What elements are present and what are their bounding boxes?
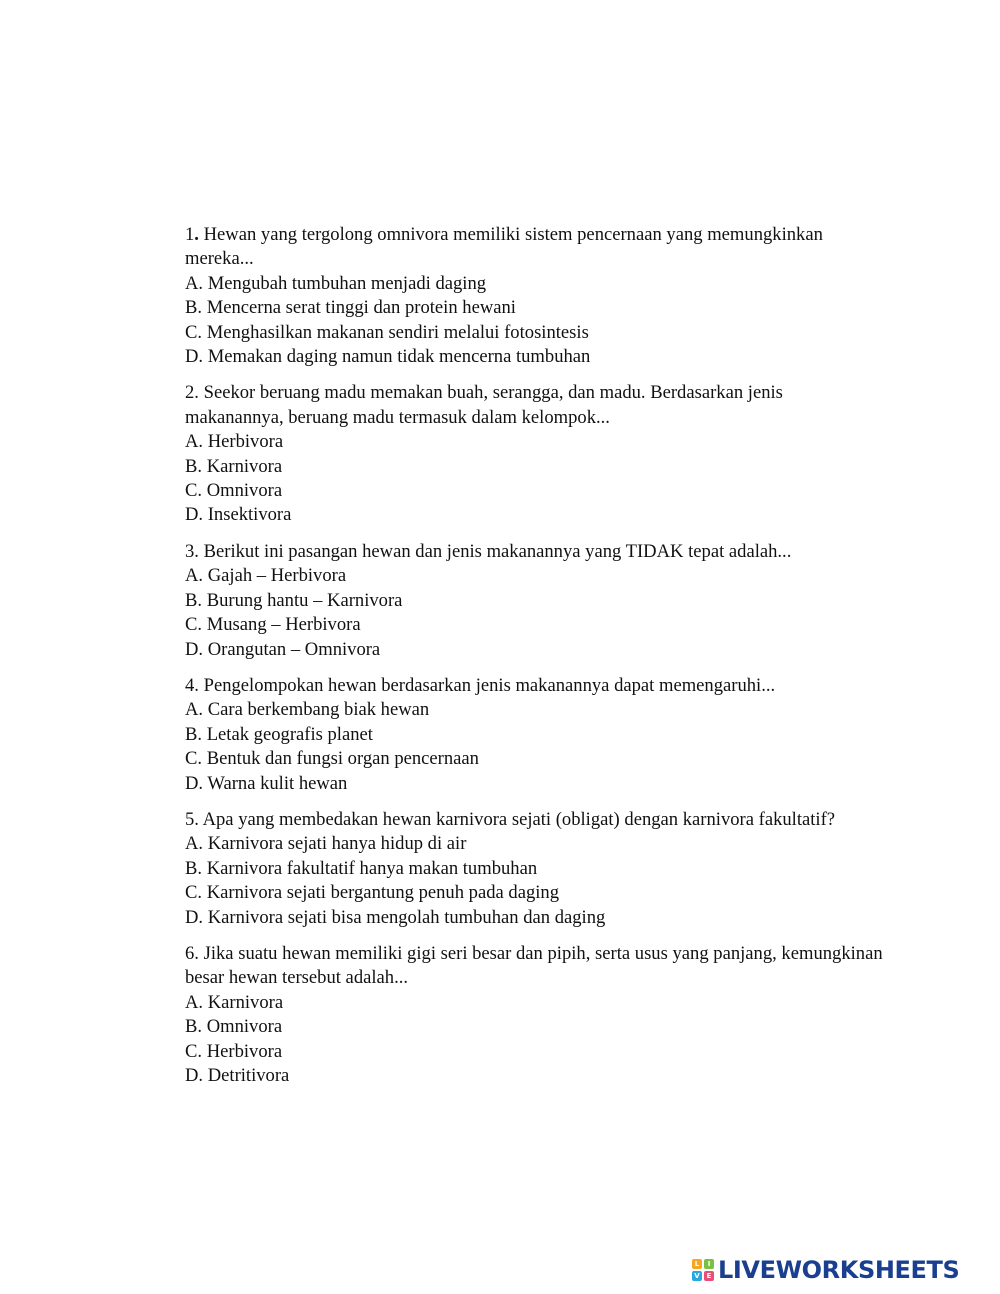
logo-tile-i: I (704, 1259, 714, 1269)
option-a[interactable]: A. Gajah – Herbivora (185, 565, 347, 587)
liveworksheets-logo-text: LIVEWORKSHEETS (718, 1256, 960, 1284)
option-c[interactable]: C. Karnivora sejati bergantung penuh pada daging (185, 882, 560, 904)
option-c[interactable]: C. Omnivora (185, 480, 283, 502)
question-2 (185, 381, 885, 527)
worksheet (185, 223, 888, 1100)
question-4 (185, 674, 885, 796)
question-stem: 5. Apa yang membedakan hewan karnivora sejati (obligat) dengan karnivora fakultatif? (185, 808, 836, 830)
option-a[interactable]: A. Mengubah tumbuhan menjadi daging (185, 272, 487, 294)
option-b[interactable]: B. Burung hantu – Karnivora (185, 589, 403, 611)
option-b[interactable]: B. Karnivora fakultatif hanya makan tumbuhan (185, 857, 538, 879)
question-6 (185, 942, 888, 1088)
option-d[interactable]: D. Orangutan – Omnivora (185, 638, 381, 660)
question-1 (185, 223, 885, 369)
question-3 (185, 540, 885, 662)
option-b[interactable]: B. Mencerna serat tinggi dan protein hewani (185, 297, 516, 319)
question-stem: 2. Seekor beruang madu memakan buah, serangga, dan madu. Berdasarkan jenis makanannya, beruang madu termasuk dalam kelompok... (185, 382, 788, 428)
option-a[interactable]: A. Karnivora sejati hanya hidup di air (185, 833, 467, 855)
option-a[interactable]: A. Karnivora (185, 991, 284, 1013)
question-stem: 3. Berikut ini pasangan hewan dan jenis makanannya yang TIDAK tepat adalah... (185, 540, 792, 562)
option-a[interactable]: A. Cara berkembang biak hewan (185, 699, 430, 721)
option-c[interactable]: C. Bentuk dan fungsi organ pencernaan (185, 748, 479, 770)
option-b[interactable]: B. Letak geografis planet (185, 723, 373, 745)
question-number: 3. (185, 540, 199, 562)
option-d[interactable]: D. Karnivora sejati bisa mengolah tumbuhan dan daging (185, 906, 606, 928)
option-b[interactable]: B. Karnivora (185, 455, 283, 477)
question-stem: 6. Jika suatu hewan memiliki gigi seri besar dan pipih, serta usus yang panjang, kemungkinan besar hewan tersebut adalah... (185, 942, 888, 989)
option-b[interactable]: B. Omnivora (185, 1016, 283, 1038)
liveworksheets-logo[interactable] (692, 1255, 959, 1285)
logo-tile-e: E (704, 1271, 714, 1281)
logo-tile-l: L (692, 1259, 702, 1269)
option-d[interactable]: D. Insektivora (185, 504, 292, 526)
question-number: 4. (185, 674, 199, 696)
option-d[interactable]: D. Detritivora (185, 1065, 290, 1086)
option-d[interactable]: D. Warna kulit hewan (185, 772, 348, 794)
option-c[interactable]: C. Musang – Herbivora (185, 614, 361, 636)
question-number: 2. (185, 382, 199, 404)
option-d[interactable]: D. Memakan daging namun tidak mencerna tumbuhan (185, 346, 591, 368)
option-a[interactable]: A. Herbivora (185, 431, 284, 453)
question-stem: 4. Pengelompokan hewan berdasarkan jenis makanannya dapat memengaruhi... (185, 674, 776, 696)
question-5 (185, 808, 885, 930)
question-number: 5. (185, 808, 199, 830)
question-number: 1. (185, 224, 199, 245)
option-c[interactable]: C. Menghasilkan makanan sendiri melalui fotosintesis (185, 321, 589, 343)
option-c[interactable]: C. Herbivora (185, 1040, 283, 1062)
liveworksheets-logo-icon (692, 1259, 714, 1281)
question-number: 6. (185, 942, 199, 964)
question-stem: 1. Hewan yang tergolong omnivora memiliki sistem pencernaan yang memungkinkan mereka... (185, 224, 828, 270)
logo-tile-v: V (692, 1271, 702, 1281)
